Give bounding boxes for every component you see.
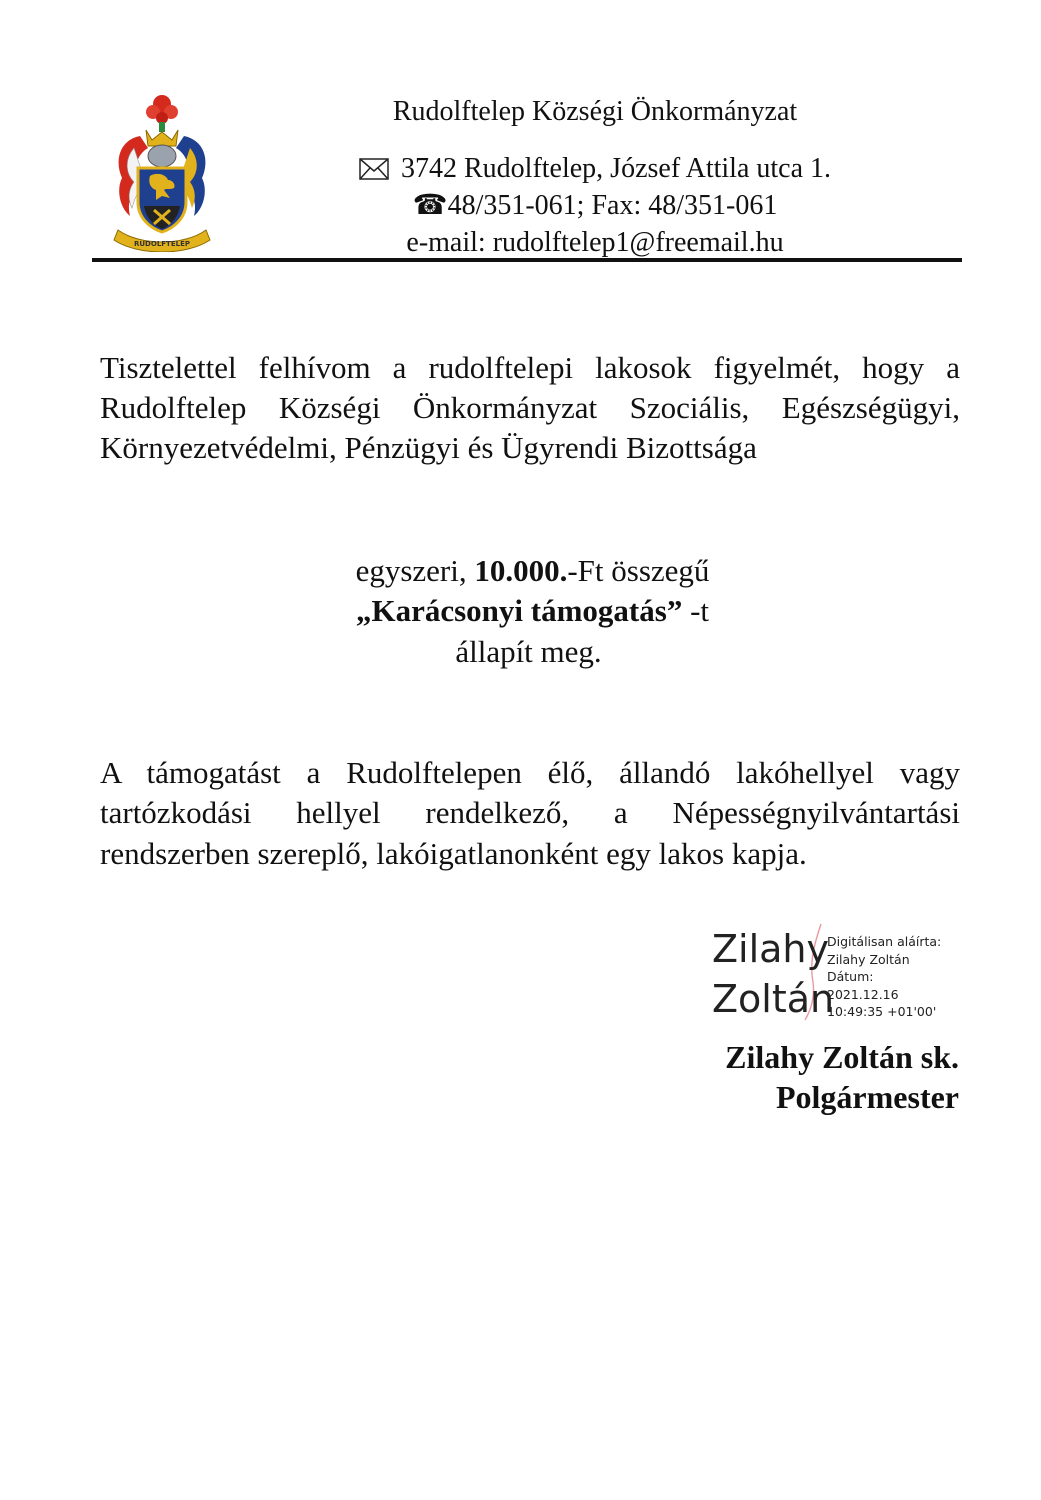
digital-signature-last-name: Zoltán bbox=[712, 977, 835, 1021]
envelope-icon bbox=[359, 156, 389, 188]
award-closing: állapít meg. bbox=[455, 634, 602, 669]
intro-line-1: Tisztelettel felhívom a rudolftelepi lakosok figyelmét, hogy a bbox=[100, 350, 960, 385]
intro-line-3: Környezetvédelmi, Pénzügyi és Ügyrendi Bizottsága bbox=[100, 430, 757, 465]
address-text: 3742 Rudolftelep, József Attila utca 1. bbox=[400, 153, 832, 184]
address-line bbox=[300, 153, 890, 188]
phone-line bbox=[300, 190, 890, 222]
coat-of-arms-logo bbox=[110, 90, 214, 252]
award-suffix: -Ft összegű bbox=[567, 553, 710, 588]
sig-info-line: Dátum: bbox=[827, 969, 874, 984]
award-line-2 bbox=[12, 591, 1041, 632]
award-amount: 10.000. bbox=[474, 553, 568, 588]
telephone-icon: ☎ bbox=[412, 190, 448, 221]
email-line: e-mail: rudolftelep1@freemail.hu bbox=[406, 227, 784, 258]
eligibility-line-3: rendszerben szereplő, lakóigatlanonként egy lakos kapja. bbox=[100, 836, 807, 871]
crest-ribbon-text: RUDOLFTELEP bbox=[133, 240, 191, 248]
org-name: Rudolftelep Községi Önkormányzat bbox=[392, 96, 798, 127]
sig-info-line: 2021.12.16 bbox=[827, 986, 899, 1002]
award-name-suffix: -t bbox=[682, 593, 710, 628]
award-name: „Karácsonyi támogatás” bbox=[355, 593, 683, 628]
phone-text: 48/351-061; Fax: 48/351-061 bbox=[447, 190, 778, 221]
digital-signature-first-name: Zilahy bbox=[712, 927, 830, 971]
signer-name: Zilahy Zoltán sk. bbox=[725, 1039, 959, 1075]
eligibility-line-1: A támogatást a Rudolftelepen élő, állandó lakóhellyel vagy bbox=[100, 755, 960, 790]
sig-info-line: Digitálisan aláírta: bbox=[827, 934, 942, 949]
award-line-1 bbox=[12, 551, 1041, 592]
plume-icon bbox=[146, 95, 178, 132]
digital-signature-info bbox=[827, 933, 941, 1021]
eligibility-line-2: tartózkodási hellyel rendelkező, a Népességnyilvántartási bbox=[100, 795, 960, 830]
signer-title: Polgármester bbox=[775, 1079, 959, 1115]
sig-info-line: 10:49:35 +01'00' bbox=[827, 1004, 937, 1019]
intro-line-2: Rudolftelep Községi Önkormányzat Szociális, Egészségügyi, bbox=[100, 390, 960, 425]
sig-info-line: Zilahy Zoltán bbox=[827, 951, 910, 967]
award-prefix: egyszeri, bbox=[355, 553, 475, 588]
header-divider bbox=[92, 258, 962, 262]
